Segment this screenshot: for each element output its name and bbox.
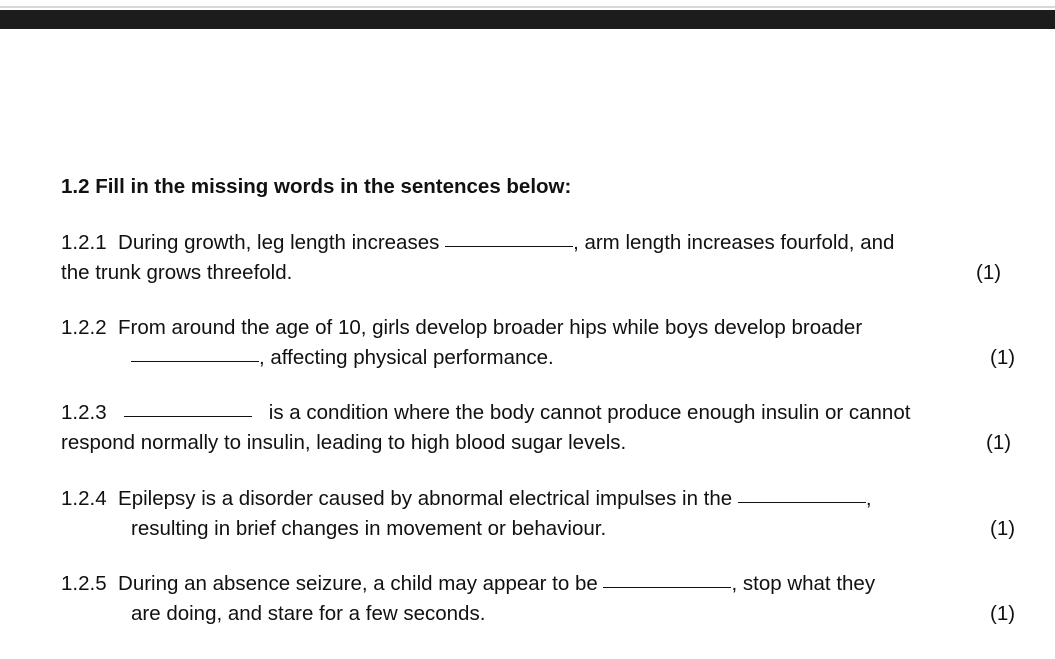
question-1-2-3-line-2: respond normally to insulin, leading to high blood sugar levels.	[61, 431, 627, 454]
answer-blank[interactable]	[445, 246, 573, 247]
question-1-2-1-line-2: the trunk grows threefold.	[61, 261, 293, 284]
question-text: During growth, leg length increases	[118, 231, 440, 254]
mark-allocation: (1)	[990, 602, 1016, 625]
top-divider-line	[0, 6, 1055, 8]
question-1-2-5-line-2: are doing, and stare for a few seconds.	[131, 602, 486, 625]
question-text: Epilepsy is a disorder caused by abnormal electrical impulses in the	[118, 487, 733, 510]
question-number: 1.2.4	[61, 487, 107, 510]
question-number: 1.2.2	[61, 316, 107, 339]
question-1-2-4-line-2: resulting in brief changes in movement or behaviour.	[131, 517, 607, 540]
question-1-2-5-line-1	[61, 572, 875, 596]
question-text: is a condition where the body cannot produce enough insulin or cannot	[268, 401, 911, 424]
question-number: 1.2.3	[61, 401, 107, 424]
question-number: 1.2.1	[61, 231, 107, 254]
mark-allocation: (1)	[976, 261, 1002, 284]
question-1-2-4-line-1	[61, 487, 872, 511]
question-text: ,	[865, 487, 872, 510]
answer-blank[interactable]	[124, 416, 252, 417]
answer-blank[interactable]	[738, 502, 866, 503]
mark-allocation: (1)	[990, 517, 1016, 540]
question-number: 1.2.5	[61, 572, 107, 595]
question-1-2-3-line-1	[61, 401, 910, 425]
mark-allocation: (1)	[990, 346, 1016, 369]
question-text: , affecting physical performance.	[259, 346, 554, 369]
question-text: , stop what they	[731, 572, 876, 595]
question-1-2-1-line-1	[61, 231, 894, 255]
section-heading: 1.2 Fill in the missing words in the sentences below:	[61, 175, 572, 198]
answer-blank[interactable]	[603, 587, 731, 588]
question-text: During an absence seizure, a child may appear to be	[118, 572, 598, 595]
answer-blank[interactable]	[131, 361, 259, 362]
question-1-2-2-line-2	[131, 346, 554, 370]
mark-allocation: (1)	[986, 431, 1012, 454]
top-header-bar	[0, 10, 1055, 29]
question-text: , arm length increases fourfold, and	[573, 231, 895, 254]
question-text: From around the age of 10, girls develop broader hips while boys develop broader	[118, 316, 863, 339]
question-1-2-2-line-1	[61, 316, 862, 340]
